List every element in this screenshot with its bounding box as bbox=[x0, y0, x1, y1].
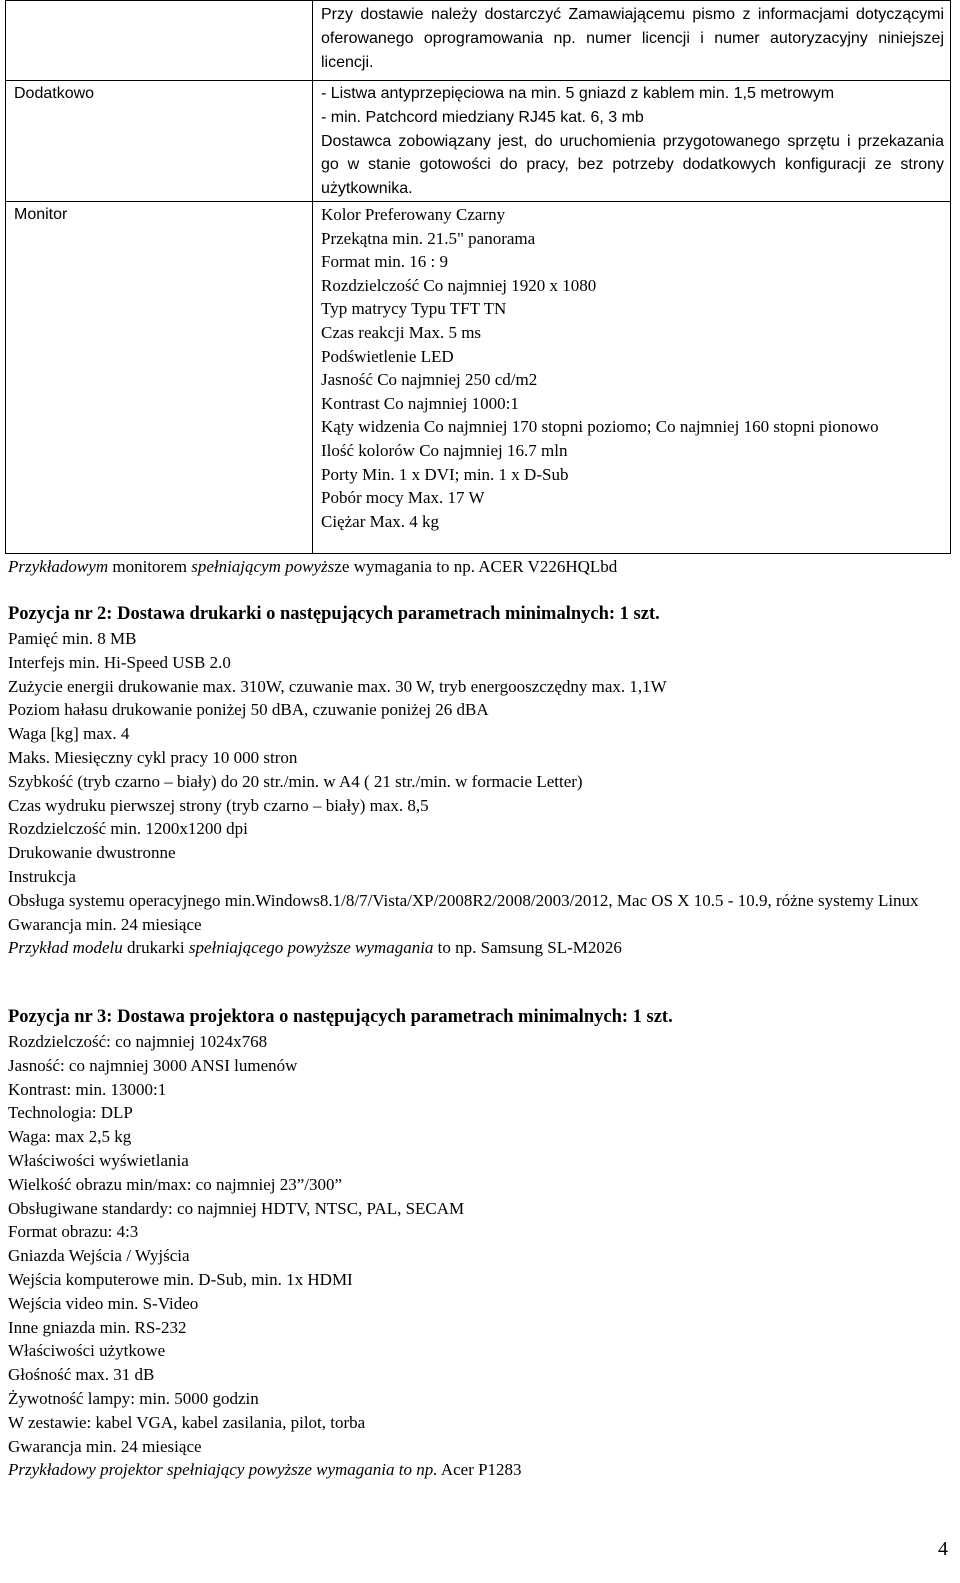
printer-spec: Poziom hałasu drukowanie poniżej 50 dBA, czuwanie poniżej 26 dBA bbox=[8, 700, 489, 720]
table-row bbox=[6, 201, 951, 553]
projector-spec: Właściwości użytkowe bbox=[8, 1341, 166, 1361]
projector-spec: Żywotność lampy: min. 5000 godzin bbox=[8, 1388, 259, 1408]
monitor-spec: Rozdzielczość Co najmniej 1920 x 1080 bbox=[321, 275, 597, 295]
printer-spec: Drukowanie dwustronne bbox=[8, 843, 176, 863]
printer-spec: Zużycie energii drukowanie max. 310W, czuwanie max. 30 W, tryb energooszczędny max. 1,1W bbox=[8, 676, 667, 696]
projector-spec: Gwarancja min. 24 miesiące bbox=[8, 1436, 202, 1456]
projector-spec: Wejścia video min. S-Video bbox=[8, 1293, 199, 1313]
printer-spec: Szybkość (tryb czarno – biały) do 20 str./min. w A4 ( 21 str./min. w formacie Letter) bbox=[8, 771, 583, 791]
additional-line: - Listwa antyprzepięciowa na min. 5 gniazd z kablem min. 1,5 metrowym bbox=[321, 85, 835, 102]
printer-example-note bbox=[8, 936, 948, 960]
monitor-spec: Przekątna min. 21.5" panorama bbox=[321, 228, 536, 248]
monitor-spec: Ciężar Max. 4 kg bbox=[321, 511, 440, 531]
table-row bbox=[6, 1, 951, 81]
licence-info-text: Przy dostawie należy dostarczyć Zamawiającemu pismo z informacjami dotyczącymi oferowanego oprogramowania np. numer licencji i numer autoryzacyjny niniejszej licencji. bbox=[321, 6, 944, 71]
licence-info-cell bbox=[313, 1, 951, 81]
printer-spec: Interfejs min. Hi-Speed USB 2.0 bbox=[8, 652, 231, 672]
row-label-text: Dodatkowo bbox=[14, 85, 95, 102]
row-label-monitor bbox=[6, 201, 313, 553]
monitor-spec: Kolor Preferowany Czarny bbox=[321, 204, 506, 224]
printer-spec: Czas wydruku pierwszej strony (tryb czarno – biały) max. 8,5 bbox=[8, 795, 429, 815]
row-label bbox=[6, 1, 313, 81]
monitor-example-note bbox=[8, 555, 617, 579]
printer-section bbox=[8, 602, 948, 960]
projector-spec: W zestawie: kabel VGA, kabel zasilania, pilot, torba bbox=[8, 1412, 366, 1432]
note-italic: spełniającym powyżs bbox=[191, 557, 335, 576]
projector-spec: Technologia: DLP bbox=[8, 1103, 133, 1123]
projector-spec: Inne gniazda min. RS-232 bbox=[8, 1317, 187, 1337]
additional-cell bbox=[313, 81, 951, 202]
printer-spec: Waga [kg] max. 4 bbox=[8, 724, 130, 744]
printer-spec: Gwarancja min. 24 miesiące bbox=[8, 914, 202, 934]
projector-spec: Wejścia komputerowe min. D-Sub, min. 1x HDMI bbox=[8, 1269, 353, 1289]
note-text: to np. Samsung SL-M2026 bbox=[433, 938, 622, 958]
monitor-spec: Kontrast Co najmniej 1000:1 bbox=[321, 393, 519, 413]
table-row bbox=[6, 81, 951, 202]
note-italic: Przykładowy projektor spełniający powyższe wymagania to np. bbox=[8, 1460, 438, 1480]
printer-spec: Pamięć min. 8 MB bbox=[8, 629, 137, 648]
row-label-text: Monitor bbox=[14, 205, 68, 223]
note-text: Acer P1283 bbox=[437, 1460, 522, 1480]
projector-spec: Jasność: co najmniej 3000 ANSI lumenów bbox=[8, 1055, 298, 1075]
note-italic: spełniającego powyższe wymagania bbox=[188, 938, 434, 958]
note-text: ze wymagania to np. ACER V226HQLbd bbox=[334, 557, 618, 576]
projector-heading: Pozycja nr 3: Dostawa projektora o następujących parametrach minimalnych: 1 szt. bbox=[8, 1007, 673, 1027]
note-text: drukarki bbox=[122, 938, 189, 958]
projector-spec: Głośność max. 31 dB bbox=[8, 1365, 155, 1385]
printer-spec: Instrukcja bbox=[8, 866, 76, 886]
projector-spec: Gniazda Wejścia / Wyjścia bbox=[8, 1246, 190, 1266]
note-text: monitorem bbox=[108, 557, 192, 576]
monitor-spec: Jasność Co najmniej 250 cd/m2 bbox=[321, 370, 538, 390]
additional-line: - min. Patchcord miedziany RJ45 kat. 6, 3 mb bbox=[321, 108, 644, 126]
projector-example-note bbox=[8, 1458, 948, 1482]
printer-spec: Rozdzielczość min. 1200x1200 dpi bbox=[8, 819, 248, 839]
row-label-dodatkowo bbox=[6, 81, 313, 202]
printer-spec: Maks. Miesięczny cykl pracy 10 000 stron bbox=[8, 747, 298, 767]
additional-line: Dostawca zobowiązany jest, do uruchomienia przygotowanego sprzętu i przekazania go w stanie gotowości do pracy, bez potrzeby dodatkowych konfiguracji ze strony użytkownika. bbox=[321, 132, 944, 198]
projector-spec: Kontrast: min. 13000:1 bbox=[8, 1079, 167, 1099]
note-italic: Przykład modelu bbox=[8, 938, 123, 958]
monitor-spec: Ilość kolorów Co najmniej 16.7 mln bbox=[321, 440, 568, 460]
projector-spec: Obsługiwane standardy: co najmniej HDTV, NTSC, PAL, SECAM bbox=[8, 1198, 465, 1218]
projector-spec: Rozdzielczość: co najmniej 1024x768 bbox=[8, 1032, 268, 1051]
monitor-spec: Porty Min. 1 x DVI; min. 1 x D-Sub bbox=[321, 464, 569, 484]
projector-section bbox=[8, 1005, 948, 1482]
note-italic: Przykładowym bbox=[8, 557, 109, 576]
monitor-spec: Kąty widzenia Co najmniej 170 stopni poziomo; Co najmniej 160 stopni pionowo bbox=[321, 417, 879, 437]
projector-spec: Właściwości wyświetlania bbox=[8, 1150, 189, 1170]
printer-spec: Obsługa systemu operacyjnego min.Windows8.1/8/7/Vista/XP/2008R2/2008/2003/2012, Mac OS X 10.5 - 10.9, różne systemy Linux bbox=[8, 890, 919, 910]
spec-table bbox=[5, 0, 951, 554]
monitor-spec: Podświetlenie LED bbox=[321, 346, 454, 366]
monitor-spec: Typ matrycy Typu TFT TN bbox=[321, 299, 507, 319]
monitor-specs-cell bbox=[313, 201, 951, 553]
projector-spec: Waga: max 2,5 kg bbox=[8, 1127, 132, 1147]
monitor-spec: Czas reakcji Max. 5 ms bbox=[321, 322, 482, 342]
projector-spec: Wielkość obrazu min/max: co najmniej 23”/300” bbox=[8, 1174, 343, 1194]
projector-spec: Format obrazu: 4:3 bbox=[8, 1222, 139, 1242]
monitor-spec: Pobór mocy Max. 17 W bbox=[321, 488, 485, 508]
page-number: 4 bbox=[938, 1538, 948, 1560]
printer-heading: Pozycja nr 2: Dostawa drukarki o następujących parametrach minimalnych: 1 szt. bbox=[8, 604, 660, 624]
monitor-spec: Format min. 16 : 9 bbox=[321, 252, 449, 272]
